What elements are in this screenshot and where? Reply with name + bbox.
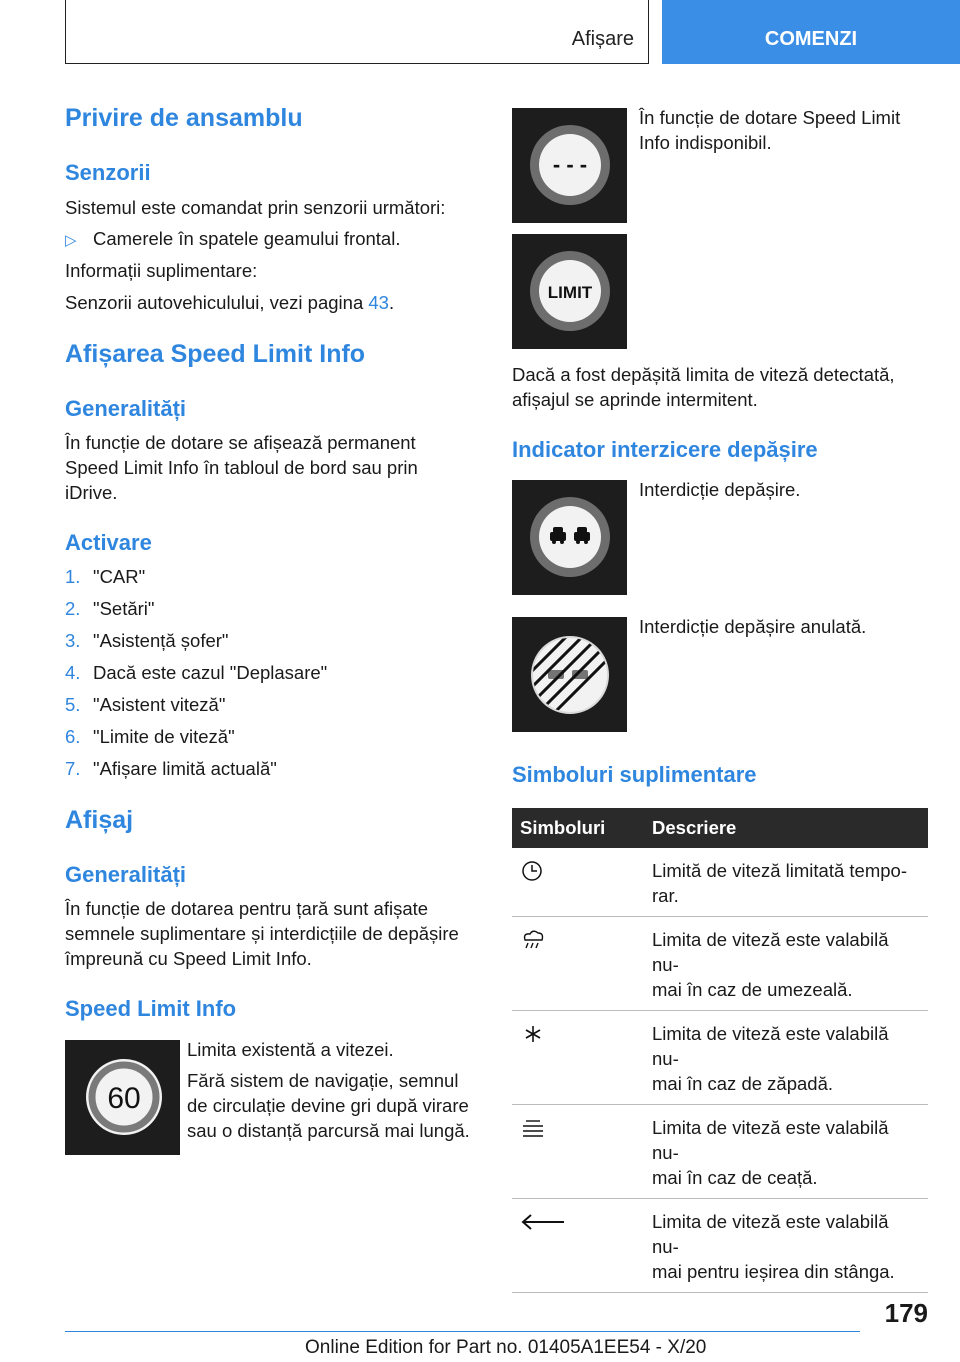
arrow-left-icon bbox=[520, 1211, 566, 1233]
sensors-text: Sistemul este comandat prin senzorii următori: bbox=[65, 197, 446, 218]
table-row bbox=[512, 1011, 928, 1105]
heading-additional-symbols: Simboluri suplimentare bbox=[512, 762, 757, 787]
step-number: 2. bbox=[65, 598, 81, 619]
table-header-row bbox=[512, 808, 928, 848]
unavailable-line-1: În funcție de dotare Speed Limit bbox=[639, 107, 901, 128]
description-line: Limita de viteză este valabilă nu- bbox=[652, 929, 889, 975]
step-4 bbox=[65, 660, 327, 685]
step-1 bbox=[65, 564, 145, 589]
page-number: 179 bbox=[884, 1298, 928, 1328]
footer-edition: Online Edition for Part no. 01405A1EE54 - X/20 bbox=[305, 1337, 707, 1358]
description-line: mai în caz de umezeală. bbox=[652, 979, 853, 1000]
exceeded-line-1: Dacă a fost depășită limita de viteză detectată, bbox=[512, 364, 895, 385]
heading-sli: Speed Limit Info bbox=[65, 996, 237, 1021]
info-text-before: Senzorii autovehiculului, vezi pagina bbox=[65, 292, 369, 313]
step-text: "Asistent viteză" bbox=[93, 694, 226, 715]
heading-activation: Activare bbox=[65, 530, 152, 555]
symbol-cell bbox=[512, 1105, 644, 1199]
step-number: 4. bbox=[65, 662, 81, 683]
heading-general-1: Generalități bbox=[65, 396, 187, 421]
info-text-after: . bbox=[388, 292, 395, 313]
step-text: "Setări" bbox=[93, 598, 155, 619]
description-cell bbox=[644, 848, 928, 917]
step-number: 3. bbox=[65, 630, 81, 651]
general1-line-1: În funcție de dotare se afișează permanent bbox=[65, 432, 416, 453]
table-row bbox=[512, 1199, 928, 1293]
step-number: 6. bbox=[65, 726, 81, 747]
header-chapter-tab[interactable] bbox=[662, 0, 960, 64]
step-3 bbox=[65, 628, 229, 653]
sli-line-1: Limita existentă a vitezei. bbox=[187, 1039, 394, 1060]
symbol-cell bbox=[512, 1011, 644, 1105]
description-line: Limita de viteză este valabilă nu- bbox=[652, 1211, 889, 1257]
no-overtaking-text: Interdicție depășire. bbox=[639, 479, 801, 500]
speed-limit-60-sign bbox=[65, 1040, 180, 1155]
heading-overview: Privire de ansamblu bbox=[65, 104, 303, 132]
description-line: mai în caz de zăpadă. bbox=[652, 1073, 833, 1094]
sensors-bullet-text: Camerele în spatele geamului frontal. bbox=[93, 228, 401, 249]
step-text: "Afișare limită actuală" bbox=[93, 758, 277, 779]
general1-line-3: iDrive. bbox=[65, 482, 118, 503]
header-chapter-label: COMENZI bbox=[764, 27, 858, 50]
column-header-description: Descriere bbox=[644, 808, 928, 848]
description-cell bbox=[644, 1199, 928, 1293]
symbol-cell bbox=[512, 1199, 644, 1293]
speed-limit-sign-icon bbox=[65, 1040, 180, 1155]
description-cell bbox=[644, 917, 928, 1011]
symbol-cell bbox=[512, 917, 644, 1011]
description-line: rar. bbox=[652, 885, 679, 906]
page-link-43[interactable]: 43 bbox=[368, 292, 389, 313]
column-header-symbols: Simboluri bbox=[512, 808, 644, 848]
step-2 bbox=[65, 596, 154, 621]
bullet-triangle-icon: ▷ bbox=[65, 232, 77, 249]
table-row bbox=[512, 848, 928, 917]
dash-sign-text: - - - bbox=[552, 152, 588, 177]
sensors-bullet bbox=[65, 226, 400, 253]
rain-cloud-icon bbox=[520, 929, 546, 951]
no-overtaking-cancel-sign bbox=[512, 617, 627, 732]
sli-line-4: sau o distanță parcursă mai lungă. bbox=[187, 1120, 470, 1141]
heading-display-sli: Afișarea Speed Limit Info bbox=[65, 340, 366, 368]
exceeded-line-2: afișajul se aprinde intermitent. bbox=[512, 389, 758, 410]
general2-line-3: împreună cu Speed Limit Info. bbox=[65, 948, 312, 969]
description-cell bbox=[644, 1105, 928, 1199]
symbol-cell bbox=[512, 848, 644, 917]
header-section-title: Afișare bbox=[571, 28, 634, 50]
heading-general-2: Generalități bbox=[65, 862, 187, 887]
general1-line-2: Speed Limit Info în tabloul de bord sau prin bbox=[65, 457, 418, 478]
sli-line-3: de circulație devine gri după virare bbox=[187, 1095, 469, 1116]
step-text: "Asistență șofer" bbox=[93, 630, 229, 651]
footer-divider bbox=[65, 1331, 860, 1332]
limit-sign-icon bbox=[512, 234, 627, 349]
clock-icon bbox=[520, 860, 546, 882]
description-line: Limită de viteză limitată tempo- bbox=[652, 860, 907, 881]
description-line: Limita de viteză este valabilă nu- bbox=[652, 1023, 889, 1069]
step-text: Dacă este cazul "Deplasare" bbox=[93, 662, 328, 683]
step-7 bbox=[65, 756, 277, 781]
description-cell bbox=[644, 1011, 928, 1105]
sli-unavailable-sign bbox=[512, 108, 627, 223]
heading-display: Afișaj bbox=[65, 806, 134, 834]
heading-no-overtaking: Indicator interzicere depășire bbox=[512, 437, 818, 462]
step-number: 5. bbox=[65, 694, 81, 715]
no-overtaking-sign bbox=[512, 480, 627, 595]
general2-line-1: În funcție de dotarea pentru țară sunt afișate bbox=[65, 898, 429, 919]
general2-line-2: semnele suplimentare și interdicțiile de depășire bbox=[65, 923, 459, 944]
no-overtaking-cancel-text: Interdicție depășire anulată. bbox=[639, 616, 867, 637]
no-overtaking-icon bbox=[512, 480, 627, 595]
unavailable-line-2: Info indisponibil. bbox=[639, 132, 772, 153]
end-no-overtaking-icon bbox=[512, 617, 627, 732]
symbols-table bbox=[512, 808, 928, 1293]
fog-icon bbox=[520, 1117, 546, 1139]
limit-sign-text: LIMIT bbox=[547, 283, 593, 302]
step-6 bbox=[65, 724, 235, 749]
sli-limit-sign bbox=[512, 234, 627, 349]
snowflake-icon bbox=[520, 1023, 546, 1045]
header-box bbox=[65, 0, 649, 64]
step-number: 7. bbox=[65, 758, 81, 779]
heading-sensors: Senzorii bbox=[65, 160, 151, 185]
table-row bbox=[512, 1105, 928, 1199]
sign-60-text: 60 bbox=[107, 1082, 141, 1115]
table-row bbox=[512, 917, 928, 1011]
step-text: "Limite de viteză" bbox=[93, 726, 235, 747]
description-line: mai pentru ieșirea din stânga. bbox=[652, 1261, 895, 1282]
step-5 bbox=[65, 692, 225, 717]
info-text bbox=[65, 290, 394, 315]
step-text: "CAR" bbox=[93, 566, 146, 587]
sli-line-2: Fără sistem de navigație, semnul bbox=[187, 1070, 459, 1091]
dash-sign-icon bbox=[512, 108, 627, 223]
info-label: Informații suplimentare: bbox=[65, 260, 258, 281]
description-line: Limita de viteză este valabilă nu- bbox=[652, 1117, 889, 1163]
description-line: mai în caz de ceață. bbox=[652, 1167, 818, 1188]
step-number: 1. bbox=[65, 566, 81, 587]
